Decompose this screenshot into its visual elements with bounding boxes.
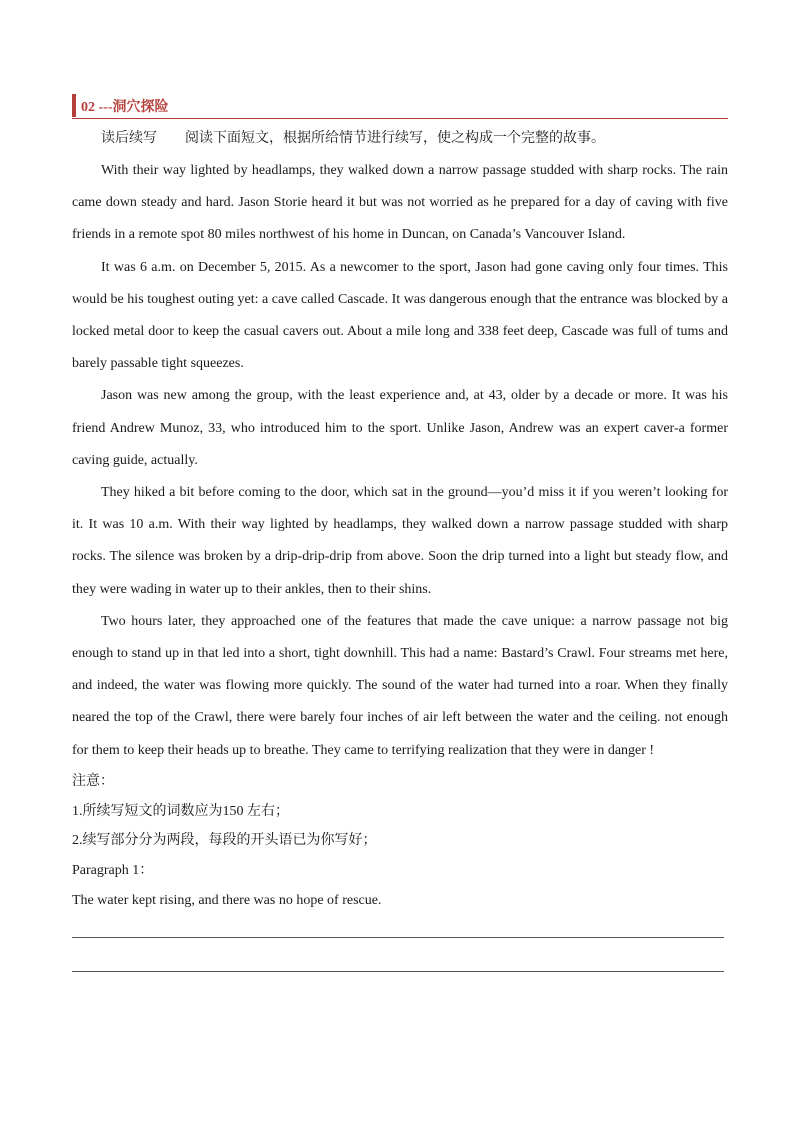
note-word-count: 1.所续写短文的词数应为150 左右； [72,803,289,819]
story-paragraph-3: Jason was new among the group, with the least experience and, at 43, older by a decade or more. It was his friend Andrew Munoz, 33, who introduced him to the sport. Unlike Jason, Andrew was an expert caver-a former caving guide, actually. [72,388,728,468]
answer-line[interactable] [72,970,724,972]
section-header [72,94,728,119]
document-page [72,94,728,972]
task-text: 阅读下面短文，根据所给情节进行续写，使之构成一个完整的故事。 [185,131,605,146]
notes-heading: 注意： [72,773,114,789]
section-title: 02 ---洞穴探险 [81,100,169,115]
paragraph-label: Paragraph 1： [72,863,154,879]
task-instruction [72,123,728,155]
paragraph-opening: The water kept rising, and there was no hope of rescue. [72,893,382,909]
story-paragraph-4: They hiked a bit before coming to the door, which sat in the ground—you’d miss it if you weren’t looking for it. It was 10 a.m. With their way lighted by headlamps, they walked down a narrow passage studded with sharp rocks. The silence was broken by a drip-drip-drip from above. Soon the drip turned into a light but steady flow, and they were wading in water up to their ankles, then to their shins. [72,485,728,597]
answer-line[interactable] [72,936,724,938]
task-label: 读后续写 [101,131,157,146]
header-accent-bar [72,94,76,117]
story-paragraph-1: With their way lighted by headlamps, they walked down a narrow passage studded with sharp rocks. The rain came down steady and hard. Jason Storie heard it but was not worried as he prepared for a day of caving with five friends in a remote spot 80 miles northwest of his home in Duncan, on Canada’s Vancouver Island. [72,163,728,243]
story-paragraph-5: Two hours later, they approached one of the features that made the cave unique: a narrow passage not big enough to stand up in that led into a short, tight downhill. This had a name: Bastard’s Crawl. Four streams met here, and indeed, the water was flowing more quickly. The sound of the water had turned into a roar. When they finally neared the top of the Crawl, there were barely four inches of air left between the water and the ceiling. not enough for them to keep their heads up to breathe. They came to terrifying realization that they were in danger ! [72,613,728,758]
note-paragraph-structure: 2.续写部分分为两段，每段的开头语已为你写好； [72,833,377,849]
story-paragraph-2: It was 6 a.m. on December 5, 2015. As a newcomer to the sport, Jason had gone caving only four times. This would be his toughest outing yet: a cave called Cascade. It was dangerous enough that the entrance was blocked by a locked metal door to keep the casual cavers out. About a mile long and 338 feet deep, Cascade was full of tums and barely passable tight squeezes. [72,259,728,372]
